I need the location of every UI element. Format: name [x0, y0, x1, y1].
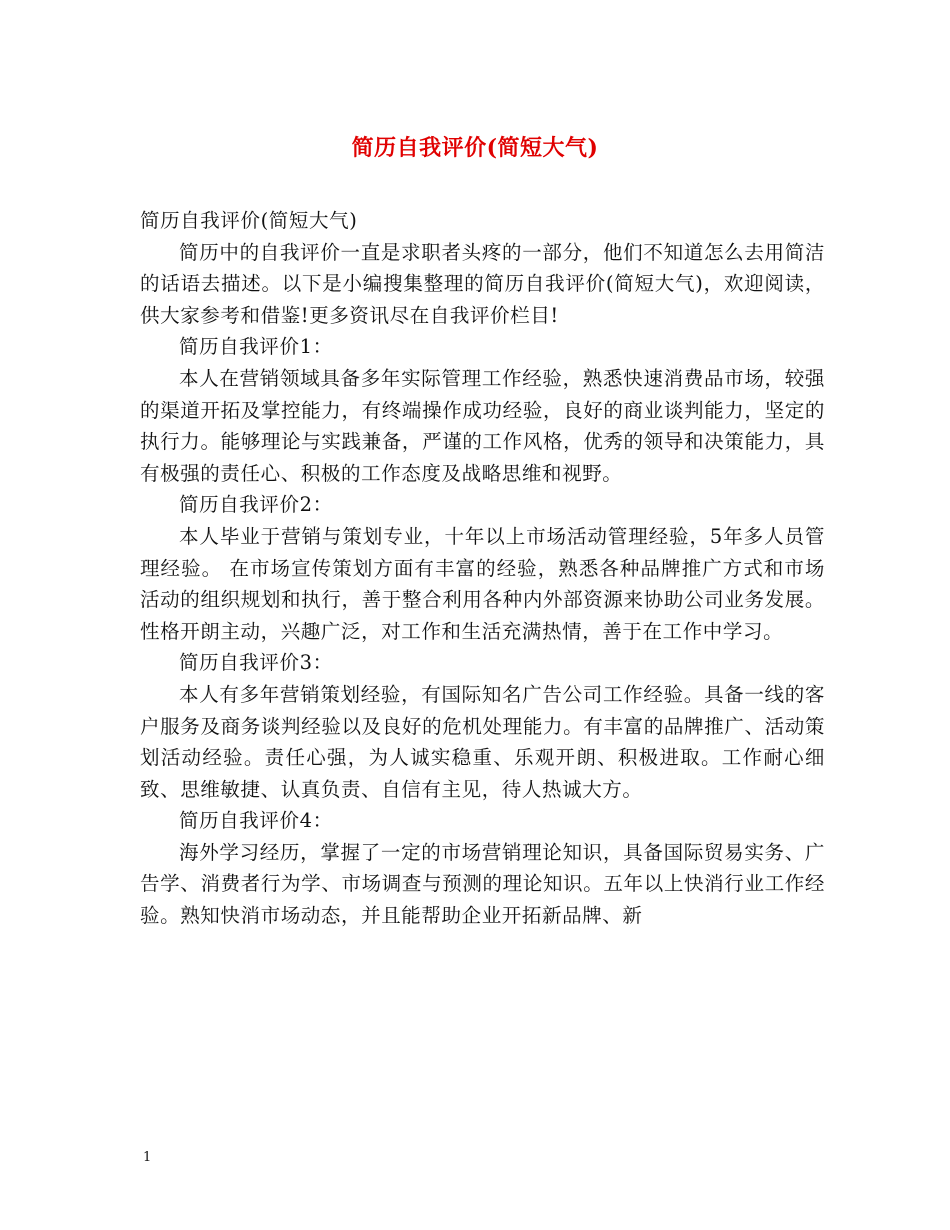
- section-heading-3: 简历自我评价3：: [179, 651, 333, 675]
- section-heading-2: 简历自我评价2：: [179, 493, 333, 517]
- paragraph-evaluation-3: 本人有多年营销策划经验，有国际知名广告公司工作经验。具备一线的客户服务及商务谈判经验以及良好的危机处理能力。有丰富的品牌推广、活动策划活动经验。责任心强，为人诚实稳重、乐观开朗、积极进取。工作耐心细致、思维敏捷、认真负责、自信有主见，待人热诚大方。: [140, 682, 825, 801]
- paragraph-intro: 简历中的自我评价一直是求职者头疼的一部分，他们不知道怎么去用简洁的话语去描述。以下是小编搜集整理的简历自我评价(简短大气)，欢迎阅读，供大家参考和借鉴!更多资讯尽在自我评价栏目!: [140, 240, 825, 327]
- section-heading-1: 简历自我评价1：: [179, 335, 333, 359]
- section-heading-4: 简历自我评价4：: [179, 809, 333, 833]
- paragraph-evaluation-2: 本人毕业于营销与策划专业，十年以上市场活动管理经验，5年多人员管理经验。 在市场宣传策划方面有丰富的经验，熟悉各种品牌推广方式和市场活动的组织规划和执行，善于整合利用各种内外部资源来协助公司业务发展。性格开朗主动，兴趣广泛，对工作和生活充满热情，善于在工作中学习。: [140, 524, 825, 643]
- document-body: [140, 205, 825, 932]
- page-number: 1: [143, 1150, 152, 1165]
- document-subtitle: 简历自我评价(简短大气): [140, 209, 358, 232]
- document-title: 简历自我评价(简短大气): [351, 135, 599, 161]
- paragraph-evaluation-1: 本人在营销领域具备多年实际管理工作经验，熟悉快速消费品市场，较强的渠道开拓及掌控能力，有终端操作成功经验，良好的商业谈判能力，坚定的执行力。能够理论与实践兼备，严谨的工作风格，优秀的领导和决策能力，具有极强的责任心、积极的工作态度及战略思维和视野。: [140, 366, 825, 485]
- paragraph-evaluation-4: 海外学习经历，掌握了一定的市场营销理论知识，具备国际贸易实务、广告学、消费者行为学、市场调查与预测的理论知识。五年以上快消行业工作经验。熟知快消市场动态，并且能帮助企业开拓新品牌、新: [140, 840, 825, 928]
